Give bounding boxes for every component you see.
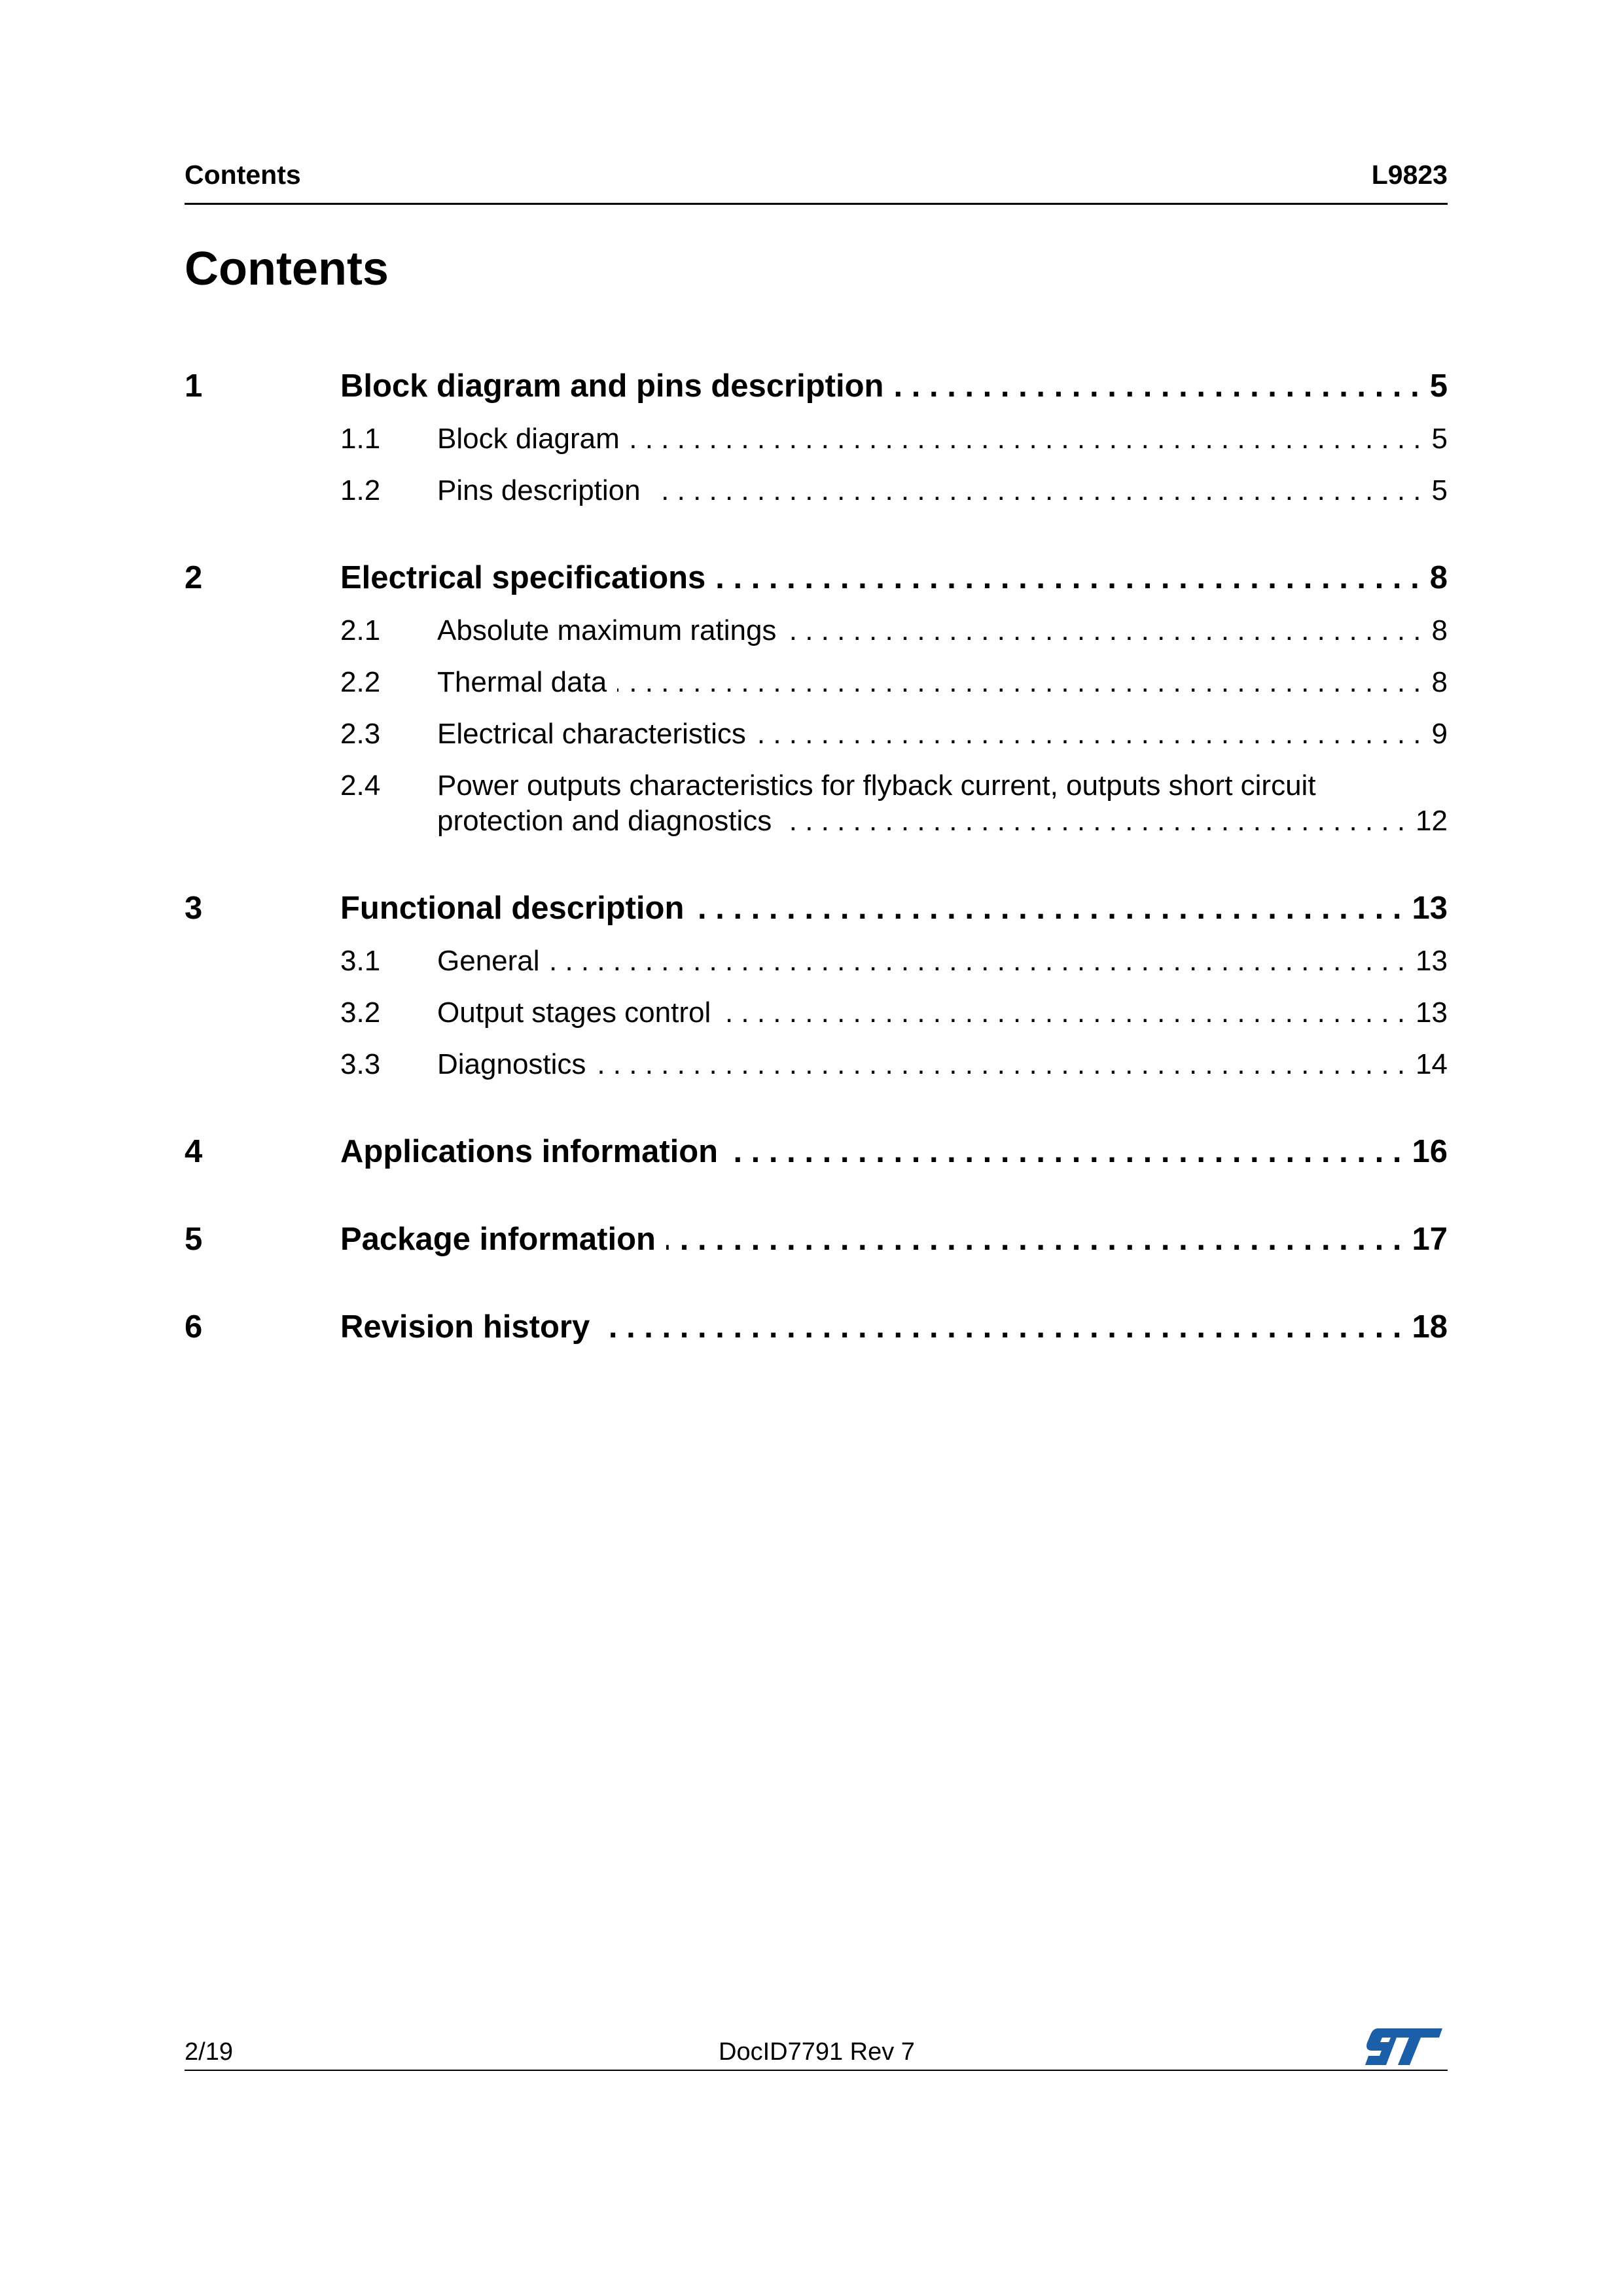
toc-page: 13 bbox=[1416, 945, 1448, 977]
toc-leader bbox=[651, 474, 1421, 507]
page-title: Contents bbox=[185, 243, 389, 295]
toc-number: 1.2 bbox=[340, 474, 381, 506]
toc-title: Revision history bbox=[340, 1309, 590, 1345]
toc-title: Diagnostics bbox=[437, 1048, 586, 1080]
toc-title: Block diagram and pins description bbox=[340, 368, 884, 404]
toc-number: 5 bbox=[185, 1222, 203, 1257]
toc-leader bbox=[757, 718, 1421, 751]
toc-number: 1.1 bbox=[340, 423, 381, 455]
toc-page: 8 bbox=[1431, 666, 1448, 698]
toc-title: Absolute maximum ratings bbox=[437, 614, 777, 646]
toc-page: 13 bbox=[1416, 997, 1448, 1029]
toc-leader bbox=[600, 1309, 1401, 1345]
toc-title-line2: protection and diagnostics bbox=[437, 805, 772, 837]
toc-number: 3 bbox=[185, 891, 203, 926]
toc-leader bbox=[728, 1133, 1401, 1170]
toc-number: 2.2 bbox=[340, 666, 381, 698]
toc-number: 2.4 bbox=[340, 769, 381, 802]
toc-number: 1 bbox=[185, 368, 203, 404]
toc-title: Pins description bbox=[437, 474, 641, 506]
footer-page-number: 2/19 bbox=[185, 2038, 233, 2066]
toc-page: 16 bbox=[1412, 1134, 1448, 1169]
footer-doc-id: DocID7791 Rev 7 bbox=[719, 2038, 915, 2066]
toc-leader bbox=[550, 945, 1406, 978]
toc-number: 2 bbox=[185, 560, 203, 595]
toc-title: Block diagram bbox=[437, 423, 620, 455]
st-logo-icon bbox=[1360, 2024, 1445, 2069]
toc-title: General bbox=[437, 945, 540, 977]
toc-leader bbox=[596, 1048, 1405, 1081]
toc-page: 9 bbox=[1431, 718, 1448, 750]
toc-page: 5 bbox=[1431, 423, 1448, 455]
toc-title: Package information bbox=[340, 1222, 656, 1257]
toc-title: Electrical specifications bbox=[340, 560, 706, 595]
toc-page: 5 bbox=[1431, 474, 1448, 506]
toc-title: Output stages control bbox=[437, 997, 711, 1029]
toc-leader bbox=[666, 1221, 1402, 1258]
toc-number: 3.3 bbox=[340, 1048, 381, 1080]
toc-number: 3.2 bbox=[340, 997, 381, 1029]
toc-title: Electrical characteristics bbox=[437, 718, 746, 750]
footer-rule bbox=[185, 2070, 1448, 2071]
toc-number: 6 bbox=[185, 1309, 203, 1345]
toc-page: 8 bbox=[1431, 614, 1448, 646]
toc-leader bbox=[716, 559, 1419, 596]
toc-title: Applications information bbox=[340, 1134, 719, 1169]
toc-page: 5 bbox=[1429, 368, 1448, 404]
toc-number: 2.1 bbox=[340, 614, 381, 646]
toc-leader bbox=[782, 805, 1405, 838]
toc-page: 14 bbox=[1416, 1048, 1448, 1080]
header-section: Contents bbox=[185, 160, 301, 190]
toc-leader bbox=[694, 890, 1401, 927]
toc-leader bbox=[721, 997, 1405, 1029]
toc-number: 3.1 bbox=[340, 945, 381, 977]
toc-page: 18 bbox=[1412, 1309, 1448, 1345]
toc-number: 2.3 bbox=[340, 718, 381, 750]
toc-leader bbox=[894, 368, 1419, 404]
toc-page: 12 bbox=[1416, 805, 1448, 837]
toc-leader bbox=[630, 423, 1421, 455]
toc-title: Thermal data bbox=[437, 666, 607, 698]
toc-page: 8 bbox=[1429, 560, 1448, 595]
toc-title-line1: Power outputs characteristics for flyback current, outputs short circuit bbox=[437, 769, 1316, 802]
toc-leader bbox=[787, 614, 1421, 647]
header-product: L9823 bbox=[1371, 160, 1448, 190]
toc-number: 4 bbox=[185, 1134, 203, 1169]
toc-title: Functional description bbox=[340, 891, 685, 926]
toc-page: 17 bbox=[1412, 1222, 1448, 1257]
toc-leader bbox=[617, 666, 1421, 699]
toc-page: 13 bbox=[1412, 891, 1448, 926]
